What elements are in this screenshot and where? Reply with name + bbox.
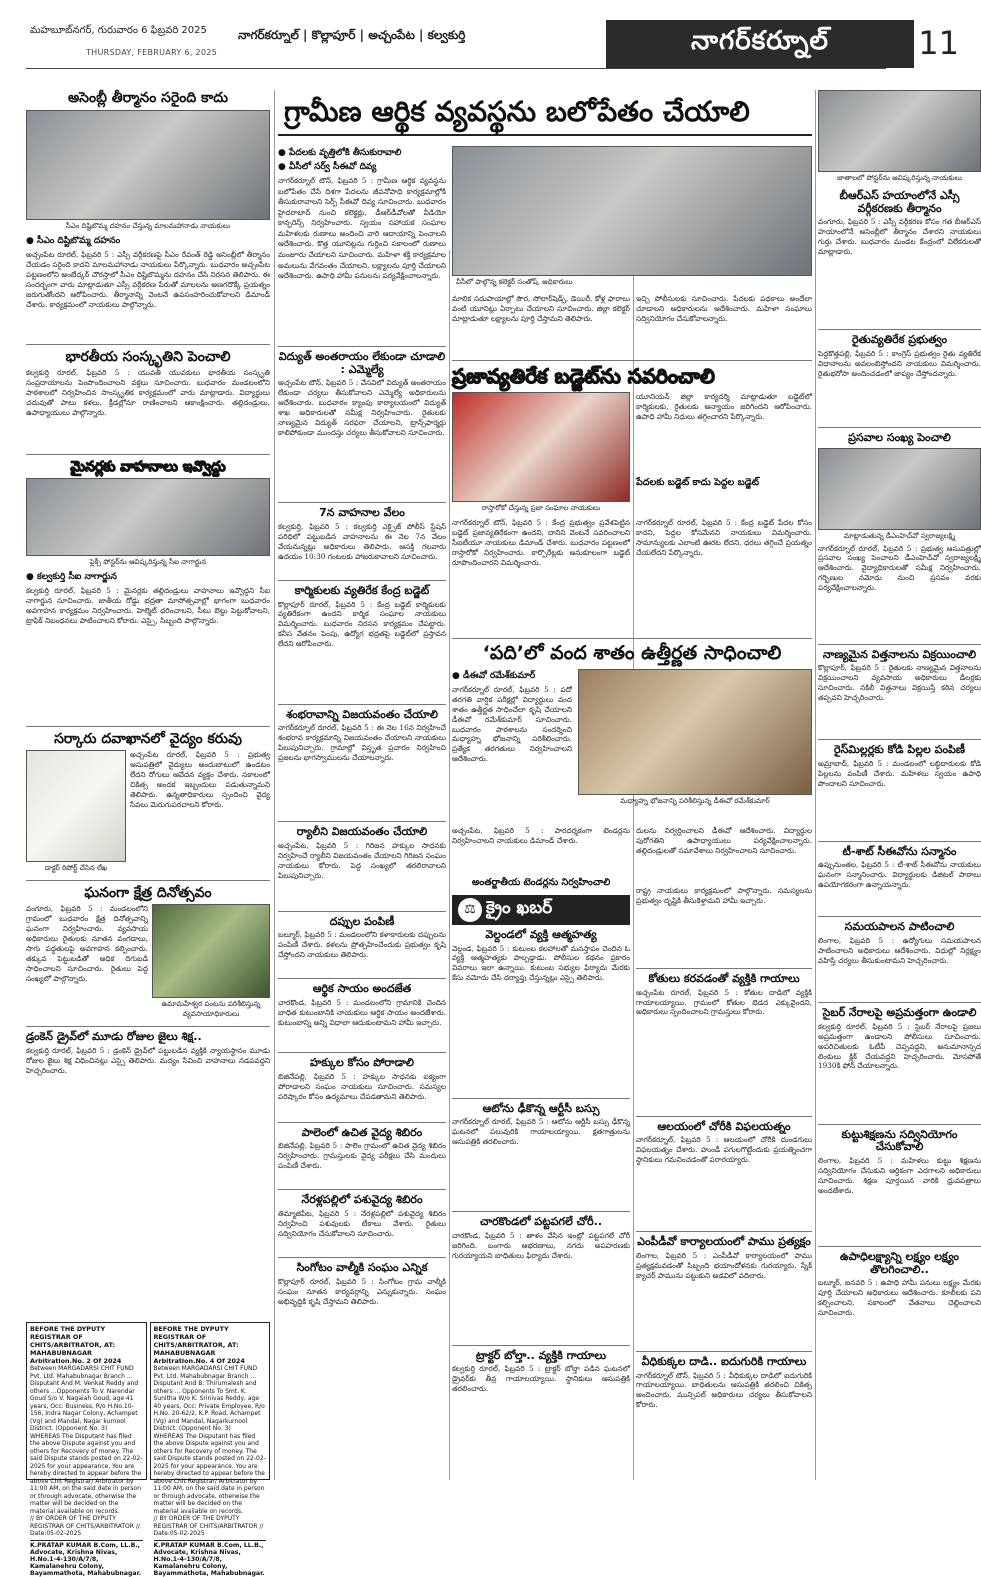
article-body: అచ్చంపేట రూరల్, ఫిబ్రవరి 5 : కోతుల దాడిలో వ్యక్తికి గాయాలయ్యాయి. గ్రామంలో కోతుల బెడద ఎక్కువైందని, అధికారులు స్పందించాలని గ్రామస్తులు కోరారు. [636,987,812,1017]
column-rule [815,90,816,1480]
article-headline: వీధికుక్కల దాడి.. ఐదుగురికి గాయాలు [641,1354,807,1368]
article-headline: వెల్దండలో వ్యక్తి ఆత్మహత్య [485,927,597,941]
column-4-lower [636,826,812,1480]
divider [818,841,981,842]
article-body: అమ్రాబాద్, ఫిబ్రవరి 5 : మండలంలో లబ్ధిదారులకు కోడి పిల్లలను పంపిణీ చేశారు. మహిళలు స్వయం ఉపాధి పొందాలని సూచించారు. [818,758,981,788]
divider [452,1211,630,1212]
issue-date-english: THURSDAY, FEBRUARY 6, 2025 [86,48,218,57]
article-headline: హక్కుల కోసం పోరాడాలి [309,1056,414,1070]
article-headline: ఉపాధిలక్ష్యాన్ని లక్ష్యం లక్ష్యం తొలగించాలి.. [839,1250,960,1276]
divider [278,821,446,822]
article-headline: భారతీయ సంస్కృతిని పెంచాలి [65,349,231,366]
divider [452,638,812,639]
article-body: నాగర్‌కర్నూల్ రూరల్, ఫిబ్రవరి 5 : పదో తరగతి వార్షిక పరీక్షల్లో విద్యార్థులు వంద శాతం ఉత్తీర్ణత సాధించేలా కృషి చేయాలని డీఈవో రమేశ్‌కుమార్ సూచించారు. బుధవారం పాఠశాలను సందర్శించి మధ్యాహ్న భోజనాన్ని పరిశీలించారు. ప్రత్యేక తరగతులు నిర్వహించాలని ఆదేశించారు. [452,684,572,764]
divider [818,1246,981,1247]
article-headline: నేరళ్లపల్లిలో పశువైద్య శిబిరం [301,1193,423,1207]
article-headline: పాలెంలో ఉచిత వైద్య శిబిరం [301,1125,423,1139]
column-rule [274,90,275,1480]
divider [278,346,446,347]
article-body: మాలిక సదుపాయాల్లో సౌర, సోలార్‌షెడ్స్, డెయిరీ, కోళ్ల ఫారాలు వంటి యూనిట్లు ఏర్పాటు చేయాలని సూచించారు. జిల్లా కలెక్టర్ మాట్లాడుతూ లక్ష్యాలను పూర్తి చేస్తామని తెలిపారు. [452,294,630,323]
issue-date: మహబూబ్‌నగర్, గురువారం 6 ఫిబ్రవరి 2025 [30,25,207,36]
article-headline: పేదలకు బడ్జెట్ కాదు పెద్దల బడ్జెట్ [636,477,760,488]
article-headline: రైతువ్యతిరేక ప్రభుత్వం [851,333,948,347]
article-body: కొల్లాపూర్ రూరల్, ఫిబ్రవరి 5 : సింగోటం గ్రామ వాల్మీకి సంఘం నూతన కార్యవర్గాన్ని ఎన్నుకున్నారు. సంఘం అభివృద్ధికి కృషి చేస్తామని తెలిపారు. [278,1276,446,1306]
divider [26,726,270,727]
article-headline: అంతర్జాతీయ టెండర్లను నిర్వహించాలి [471,877,611,888]
article-body: అచ్చంపేట రూరల్, ఫిబ్రవరి 5 : ఎస్సీ వర్గీకరణపై సీఎం రేవంత్ రెడ్డి అసెంబ్లీలో తీర్మానం చేయడం సరైంది కాదని మాలమహానాడు నాయకులు పేర్కొన్నారు. బుధవారం అచ్చంపేట పట్టణంలోని అంబేద్కర్ చౌరస్తాలో సీఎం దిష్టిబొమ్మను దహనం చేసి నిరసన తెలిపారు. ఈ సందర్భంగా వారు మాట్లాడుతూ ఎస్సీ వర్గీకరణ పేరుతో మాలలను అణగదొక్కే ప్రయత్నం జరుగుతోందని ఆరోపించారు. తీర్మానాన్ని వెంటనే ఉపసంహరించుకోవాలని డిమాండ్ చేశారు. కార్యక్రమంలో నాయకులు పాల్గొన్నారు. [26,250,270,309]
article-headline: ఆలయంలో చోరీకి విఫలయత్నం [657,1119,791,1133]
article-body: బల్మూర్, జనవరి 5 : ఉపాధి హామీ పనులు లక్ష్యం మేరకు పూర్తి చేయాలని అధికారులు ఆదేశించారు. కూలీలకు పని కల్పించాలని, సకాలంలో వేతనాలు చెల్లించాలని సూచించారు. [818,1278,981,1318]
article-body: కల్వకుర్తి, ఫిబ్రవరి 5 : కల్వకుర్తి ఎక్సైజ్ పోలీస్ స్టేషన్ పరిధిలో పట్టుబడిన వాహనాలను ఈ నెల 7న వేలం వేయనున్నట్లు అధికారులు తెలిపారు. ఆసక్తి గలవారు ఉదయం 10:30 గంటలకు హాజరుకావాలని సూచించారు. [278,521,446,561]
article-body: చారకొండ, ఫిబ్రవరి 5 : తాళం వేసిన ఇంట్లో పట్టపగలే చోరీ జరిగింది. బంగారు ఆభరణాలు, నగదు అపహరణకు గురయ్యాయని బాధితులు ఫిర్యాదు చేశారు. [452,1230,630,1260]
notice-advocate: K.PRATAP KUMAR B.Com, LL.B., Advocate, Krishna Nivas, H.No.1-4-130/A/7/8, Kamalanehru Colony, Bayammathota, Mahabubnagar. [30,1541,142,1577]
photo-caption: మాట్లాడుతున్న డీఎంహెచ్‌వో స్వరాజ్యలక్ష్మి [843,531,956,540]
article-headline: కార్మికులకు వ్యతిరేక కేంద్ర బడ్జెట్ [294,583,430,597]
divider [26,880,270,881]
divider [636,1231,812,1232]
column-3-lower [452,826,630,1480]
crime-section-title: క్రైం ఖబర్ [486,897,553,918]
divider [26,454,270,455]
divider [818,644,981,645]
article-headline: సైబర్ నేరాలపై అప్రమత్తంగా ఉండాలి [822,1006,977,1020]
doctor-letter-photo [26,750,126,862]
article-body: వంగూరు, ఫిబ్రవరి 5 : ఎస్సీ వర్గీకరణ కోసం గత బీఆర్‌ఎస్ హయాంలోనే అసెంబ్లీలో తీర్మానం చేశారని నాయకులు గుర్తు చేశారు. బుధవారం మండల కేంద్రంలో విలేకరులతో మాట్లాడారు. [818,217,981,257]
photo-caption: మధ్యాహ్న భోజనాన్ని పరిశీలిస్తున్న డీఈవో రమేశ్‌కుమార్ [620,796,770,805]
divider [452,360,812,361]
article-body: కల్వకుర్తి రూరల్, ఫిబ్రవరి 5 : ట్రాక్టర్ బోల్తా పడిన ఘటనలో డ్రైవర్‌కు తీవ్ర గాయాలయ్యాయి. స్థానికులు ఆసుపత్రికి తరలించారు. [452,1364,630,1394]
divider [26,344,270,345]
edition-list: నాగర్‌కర్నూల్ | కొల్లాపూర్ | అచ్చంపేట | కల్వకుర్తి [238,28,466,42]
article-body: నాగర్‌కర్నూల్ రూరల్, ఫిబ్రవరి 5 : ఈ నెల 16న నిర్వహించే శంభరావ కార్యక్రమాన్ని విజయవంతం చేయాలని నాయకులు పిలుపునిచ్చారు. గ్రామాల్లో విస్తృత ప్రచారం నిర్వహించి ప్రజలను భాగస్వాములను చేయాలన్నారు. [278,723,446,762]
divider [818,739,981,740]
article-kicker: ● కల్వకుర్తి సీఐ నాగార్జున [26,572,270,584]
article-body: నాగర్‌కర్నూల్ టౌన్, ఫిబ్రవరి 5 : కేంద్ర ప్రభుత్వం ప్రవేశపెట్టిన బడ్జెట్ ప్రజావ్యతిరేకంగా ఉందని, దానిని వెంటనే సవరించాలని సీఐటీయూ నాయకులు డిమాండ్ చేశారు. బుధవారం పట్టణంలో రాస్తారోకో నిర్వహించారు. కార్పొరేట్లకు అనుకూలంగా బడ్జెట్ రూపొందించారని విమర్శించారు. [452,518,630,567]
protest-photo [26,110,270,220]
divider [278,704,446,705]
article-headline: సింగోటం వాల్మీకి సంఘం ఎన్నిక [296,1261,428,1275]
masthead [26,20,981,78]
dmho-meeting-photo [818,448,981,530]
divider [452,1098,630,1099]
notice-order: // BY ORDER OF THE DYPUTY REGISTRAR OF CHITS/ARBITRATOR // Date:05-02-2025 [30,1515,140,1537]
article-kicker: ● సీఎం దిష్టిబొమ్మ దహనం [26,236,270,248]
article-body: బల్మూర్, ఫిబ్రవరి 5 : మండలంలోని కళాకారులకు దప్పులను పంపిణీ చేశారు. కళలను ప్రోత్సహించేందుకు ప్రభుత్వం కృషి చేస్తోందని నాయకులు తెలిపారు. [278,930,446,960]
divider [278,1122,446,1123]
article-body: దులను నిర్వర్తించాలని డీఈవో ఆదేశించారు. విద్యార్థుల పురోగతిని ఉపాధ్యాయులు పర్యవేక్షించాలన్నారు. తల్లిదండ్రులతో సమావేశాలు నిర్వహించాలని సూచించారు. [636,826,812,855]
article-body: లింగాల, ఫిబ్రవరి 5 : ఎంపీడీవో కార్యాలయంలో పాము ప్రత్యక్షమవడంతో సిబ్బంది భయాందోళనకు గురయ్యారు. స్నేక్ క్యాచర్ పామును పట్టుకుని అడవిలో వదిలారు. [636,1250,812,1280]
column-2 [278,146,446,1480]
divider [818,916,981,917]
divider [278,1189,446,1190]
article-headline: దప్పుల పంపిణీ [329,914,395,928]
divider [818,329,981,330]
divider [818,1124,981,1125]
notice-advocate: K.PRATAP KUMAR B.Com, LL.B., Advocate, Krishna Nivas, H.No.1-4-130/A/7/8, Kamalanehru Colony, Bayammathota, Mahabubnagar. [153,1541,265,1577]
notice-parties: Between MARGADARSI CHIT FUND Pvt. Ltd. Mahabubnagar Branch ... Disputant And M. Venkat Reddy and others ...Opponents To V. Narendar Goud S/o V. Nagaiah Goud, age 41 years, Occ: Business, R/o H.No.10-156, Indra Nagar Colony, Achampet (Vg) and Mandal, Nagar kurnool District. (Opponent No. 3) [30,1365,139,1432]
article-body: బిజినేపల్లి, ఫిబ్రవరి 5 : పాలెం గ్రామంలో ఉచిత వైద్య శిబిరం నిర్వహించారు. గ్రామస్తులకు వైద్య పరీక్షలు చేసి మందులు పంపిణీ చేశారు. [278,1141,446,1171]
article-body: రాష్ట్ర నాయకులు కార్యక్రమంలో పాల్గొన్నారు. సమస్యలను ప్రభుత్వం దృష్టికి తీసుకెళ్తామని హామీ ఇచ్చారు. [636,886,812,905]
video-conference-photo [452,146,812,276]
article-body: నాగర్‌కర్నూల్ రూరల్, ఫిబ్రవరి 5 : కేంద్ర బడ్జెట్ పేదల కోసం కాదని, పెద్దల కోసమేనని నాయకులు విమర్శించారు. సామాన్యులకు ఎలాంటి ఊరట లేదని, ధరలు తగ్గించే ప్రయత్నం చేయలేదని పేర్కొన్నారు. [636,518,812,557]
article-body: కల్వకుర్తి రూరల్, ఫిబ్రవరి 5 : యువతీ యువకులు భారతీయ సంస్కృతి సంప్రదాయాలను పెంపొందించాలని వక్తలు సూచించారు. బుధవారం మండలంలోని పాఠశాలలో నిర్వహించిన సాంస్కృతిక కార్యక్రమంలో వారు మాట్లాడారు. విద్యార్థులు చదువుతో పాటు కళలు, క్రీడల్లోనూ రాణించాలని ఆకాంక్షించారు. తల్లిదండ్రులు, ఉపాధ్యాయులు పాల్గొన్నారు. [26,368,270,417]
notice-text: WHEREAS The Disputant has filed the above Dispute against you and others for Recovery of money. The said Dispute stands posted on 22-02-2025 for your appearance. You are hereby directed to appear before the above Chit Registrar/ Arbitrator by 11:00 AM, on the said date in person or through advocate, otherwise the matter will be decided on the material available on records. [30,1432,143,1515]
article-kicker: ● వీసీలో సర్వ్ సీఈవో దివ్య [278,162,446,174]
divider [278,978,446,979]
divider [636,968,812,969]
article-headline: ట్రాక్టర్ బోల్తా.. వ్యక్తికి గాయాలు [475,1348,607,1362]
divider [278,1052,446,1053]
page-number: 11 [918,24,959,62]
article-headline: చారకొండలో పట్టపగలే చోరీ.. [479,1215,603,1229]
article-headline: విద్యుత్ అంతరాయం లేకుండా చూడాలి : ఎమ్మెల్యే [278,350,446,376]
article-body: నాగర్‌కర్నూల్ టౌన్, ఫిబ్రవరి 5 : వీధికుక్కల దాడిలో ఐదుగురికి గాయాలయ్యాయి. బాధితులను ఆసుపత్రికి తరలించి చికిత్స అందించారు. మున్సిపల్ అధికారులు చర్యలు తీసుకోవాలని కోరారు. [636,1370,812,1410]
article-headline: కుట్టుశిక్షణను సద్వినియోగం చేసుకోవాలి [841,1127,958,1154]
article-body: కొల్లాపూర్, ఫిబ్రవరి 5 : రైతులకు నాణ్యమైన విత్తనాలను విక్రయించాలని వ్యవసాయ అధికారులు డీలర్లకు సూచించారు. నకిలీ విత్తనాలు విక్రయిస్తే కఠిన చర్యలు తప్పవని హెచ్చరించారు. [818,663,981,702]
divider [818,427,981,428]
article-body: కల్వకుర్తి రూరల్, ఫిబ్రవరి 5 : మైనర్లకు తల్లిదండ్రులు వాహనాలు ఇవ్వొద్దని సీఐ నాగార్జున సూచించారు. జాతీయ రోడ్డు భద్రతా మాసోత్సవాల్లో భాగంగా బుధవారం అవగాహన కార్యక్రమం నిర్వహించారు. హెల్మెట్ ధరించాలని, సీటు బెల్టు పెట్టుకోవాలని, ట్రాఫిక్ నిబంధనలు పాటించాలని కోరారు. ఎస్సై, సిబ్బంది పాల్గొన్నారు. [26,586,270,626]
article-body: పెద్దకొత్తపల్లి, ఫిబ్రవరి 5 : కాంగ్రెస్ ప్రభుత్వం రైతు వ్యతిరేక విధానాలను అవలంబిస్తోందని నాయకులు విమర్శించారు. రైతుభరోసా అందించడంలో జాప్యం చేస్తోందన్నారు. [818,348,981,378]
budget-story [452,356,812,622]
article-kicker: ● పేదలకు వృత్తిలోకి తీసుకురావాలి [278,148,446,160]
article-headline: రైస్‌మిల్లర్లకు కోడి పిల్లల పంపిణీ [834,743,965,757]
masthead-rule [26,68,886,69]
article-body: కల్వకుర్తి రూరల్, ఫిబ్రవరి 5 : డ్రంకెన్ డ్రైవ్‌లో పట్టుబడిన వ్యక్తికి న్యాయస్థానం మూడు రోజుల జైలు శిక్ష విధించినట్లు ఎస్సై తెలిపారు. మద్యం సేవించి వాహనాలు నడపవద్దని హెచ్చరించారు. [26,1046,270,1075]
article-headline: బీఆర్‌ఎస్ హయాంలోనే ఎస్సీ వర్గీకరణకు తీర్మానం [839,189,960,215]
photo-caption: వీసీలో పాల్గొన్న కలెక్టర్ సంతోష్, అధికారులు [456,278,573,286]
article-body: నాగర్‌కర్నూల్, ఫిబ్రవరి 5 : ఆలయంలో చోరీకి దుండగులు విఫలయత్నం చేశారు. హుండీ పగులగొట్టేందుకు ప్రయత్నించగా స్థానికులు గమనించడంతో పరారయ్యారు. [636,1135,812,1165]
lead-headline: గ్రామీణ ఆర్థిక వ్యవస్థను బలోపేతం చేయాలి [284,95,750,128]
divider [278,1257,446,1258]
divider [818,1002,981,1003]
article-body: లింగాల, ఫిబ్రవరి 5 : ఉద్యోగులు సమయపాలన పాటించాలని అధికారులు ఆదేశించారు. విధుల్లో నిర్లక్ష్యం వహిస్తే చర్యలు తీసుకుంటామని హెచ్చరించారు. [818,936,981,965]
article-body: కల్వకుర్తి రూరల్, ఫిబ్రవరి 5 : సైబర్ నేరాలపై ప్రజలు అప్రమత్తంగా ఉండాలని పోలీసులు సూచించారు. అపరిచితులకు ఓటీపీ చెప్పవద్దని, అనుమానాస్పద లింకులు క్లిక్ చేయవద్దని హెచ్చరించారు. మోసపోతే 1930కి ఫోన్ చేయాలన్నారు. [818,1021,981,1071]
article-body: బిజినేపల్లి, ఫిబ్రవరి 5 : హక్కుల సాధనకు ఐక్యంగా పోరాడాలని సంఘం నాయకులు సూచించారు. సమస్యల పరిష్కారం కోసం ఉద్యమాలు చేపడతామని తెలిపారు. [278,1071,446,1101]
midday-meal-photo [578,669,812,795]
article-body: నాగర్‌కర్నూల్ రూరల్, ఫిబ్రవరి 5 : ప్రభుత్వ ఆసుపత్రుల్లో ప్రసవాల సంఖ్య పెంచాలని డీఎంహెచ్‌వో స్వరాజ్యలక్ష్మి ఆదేశించారు. వైద్యాధికారులతో సమీక్ష నిర్వహించారు. గర్భిణుల నమోదు నుంచి ప్రసవం వరకు పర్యవేక్షించాలన్నారు. [818,543,981,593]
article-headline: ఎంపీడీవో కార్యాలయంలో పాము ప్రత్యక్షం [637,1235,811,1249]
article-body: లింగాల, ఫిబ్రవరి 5 : మహిళలు కుట్టు శిక్షణను సద్వినియోగం చేసుకుని ఆర్థికంగా ఎదగాలని అధికారులు సూచించారు. శిక్షణ పూర్తయిన వారికి ధ్రువపత్రాలు అందజేశారు. [818,1156,981,1195]
article-body: చారకొండ, ఫిబ్రవరి 5 : మండలంలోని గ్రామానికి చెందిన బాధిత కుటుంబానికి నాయకులు ఆర్థిక సాయం అందజేశారు. కుటుంబాన్ని అన్ని విధాలా ఆదుకుంటామని హామీ ఇచ్చారు. [278,998,446,1027]
handcuffs-icon: ⚖ [458,898,482,922]
article-headline: ఆటోను ఢీకొన్న ఆర్టీసీ బస్సు [482,1101,600,1115]
poster-launch-photo [818,90,981,172]
divider [452,1345,630,1346]
article-body: అచ్చంపేట రూరల్, ఫిబ్రవరి 5 : ప్రభుత్వ ఆసుపత్రిలో వైద్యులు అందుబాటులో ఉండటం లేదని రోగులు ఆవేదన వ్యక్తం చేశారు. సకాలంలో చికిత్స అందక ఇబ్బందులు పడుతున్నామని తెలిపారు. ఉన్నతాధికారులు స్పందించి వైద్య సేవలు మెరుగుపరచాలని కోరారు. [130,750,270,809]
article-body: అచ్చంపేట, ఫిబ్రవరి 5 : గిరిజన హక్కుల సాధనకు నిర్వహించే ర్యాలీని విజయవంతం చేయాలని గిరిజన సంఘం నాయకులు కోరారు. పెద్ద సంఖ్యలో తరలిరావాలని పిలుపునిచ్చారు. [278,840,446,880]
article-headline: 7న వాహనాల వేలం [319,506,405,520]
column-4-top [636,294,812,354]
legal-notices [26,1322,270,1577]
article-body: అచ్చంపేట టౌన్, ఫిబ్రవరి 5 : వేసవిలో విద్యుత్ అంతరాయం లేకుండా చర్యలు తీసుకోవాలని ఎమ్మెల్యే అధికారులను ఆదేశించారు. బుధవారం క్యాంపు కార్యాలయంలో విద్యుత్ శాఖ అధికారులతో సమీక్ష నిర్వహించారు. రైతులకు నాణ్యమైన విద్యుత్ సరఫరా చేయాలని, ట్రాన్స్‌ఫార్మర్లు కాలిపోకుండా ముందస్తు చర్యలు తీసుకోవాలని సూచించారు. [278,378,446,437]
legal-notice [26,1322,147,1577]
column-5 [818,90,981,1480]
photo-caption: ఉమామహేశ్వర పంటను పరిశీలిస్తున్న వ్యవసాయాధికారులు [161,1000,261,1019]
article-body: నాగర్‌కర్నూల్ రూరల్, ఫిబ్రవరి 5 : ఆటోను ఆర్టీసీ బస్సు ఢీకొన్న ఘటనలో పలువురికి గాయాలయ్యాయి. క్షతగాత్రులను ఆసుపత్రికి తరలించారు. [452,1117,630,1147]
article-headline: శంభరావాన్ని విజయవంతం చేయాలి [286,707,438,721]
article-body: వంగూరు, ఫిబ్రవరి 5 : మండలంలోని గ్రామంలో బుధవారం క్షేత్ర దినోత్సవాన్ని ఘనంగా నిర్వహించారు. వ్యవసాయ అధికారులు రైతులకు నూతన వంగడాలు, సాగు పద్ధతులపై అవగాహన కల్పించారు. తక్కువ పెట్టుబడితో అధిక దిగుబడి సాధించాలని సూచించారు. రైతులు పెద్ద సంఖ్యలో పాల్గొన్నారు. [26,904,148,983]
section-banner: నాగర్‌కర్నూల్ [606,20,914,68]
article-body: ఇచ్చి పోలీసులకు సూచించారు. పేదలకు పథకాలు అందేలా చూడాలని అధికారులను ఆదేశించారు. మహిళా సంఘాలు సద్వినియోగం చేసుకోవాలన్నారు. [636,294,812,323]
article-kicker: ● డీఈవో రమేశ్‌కుమార్ [452,671,572,683]
lead-headline-banner [278,96,812,136]
photo-caption: జాతాలలో పోస్టర్‌ను ఆవిష్కరిస్తున్న నాయకులు [837,174,962,182]
article-body: అచ్చంపేట, ఫిబ్రవరి 5 : పారదర్శకంగా టెండర్లను నిర్వహించాలని నాయకులు డిమాండ్ చేశారు. [452,826,630,845]
divider [278,580,446,581]
article-headline: మైనర్లకు వాహనాలు ఇవ్వొద్దు [70,459,226,476]
notice-order: // BY ORDER OF THE DYPUTY REGISTRAR OF CHITS/ARBITRATOR // Date:05-02-2025 [153,1515,264,1537]
article-headline: ప్రసవాల సంఖ్య పెంచాలి [848,430,951,444]
notice-text: WHEREAS The Disputant has filed the above Dispute against you and others for Recovery of money. The said Dispute stands posted on 22-02-2025 for your appearance. You are hereby directed to appear before the above Chit Registrar/ Arbitrator by 11:00 AM, on the said date in person or through advocate, otherwise the matter will be decided on the material available on records. [153,1432,266,1515]
article-body: వెల్దండ, ఫిబ్రవరి 5 : కుటుంబ కలహాలతో మనస్తాపం చెందిన ఓ వ్యక్తి ఆత్మహత్యకు పాల్పడ్డాడు. పోలీసుల కథనం ప్రకారం వివరాలు ఇలా ఉన్నాయి. కుటుంబ సభ్యుల ఫిర్యాదు మేరకు కేసు నమోదు చేసి దర్యాప్తు చేస్తున్నట్లు ఎస్సై తెలిపారు. [452,943,630,983]
divider [636,1351,812,1352]
ssc-story [452,634,812,835]
article-body: తిమ్మాజిపేట, ఫిబ్రవరి 5 : నేరళ్లపల్లిలో పశువైద్య శిబిరం నిర్వహించి పశువులకు టీకాలు వేశారు. రైతులు సద్వినియోగం చేసుకోవాలని సూచించారు. [278,1209,446,1238]
article-headline: సర్కారు దవాఖానలో వైద్యం కరువు [54,731,242,748]
article-headline: నాణ్యమైన విత్తనాలను విక్రయించాలి [822,647,977,661]
article-headline: సమయపాలన పాటించాలి [844,920,955,934]
article-headline: డ్రంకెన్ డ్రైవ్‌లో మూడు రోజుల జైలు శిక్ష.. [26,1030,202,1044]
notice-title: BEFORE THE DYPUTY REGISTRAR OF CHITS/ARBITRATOR, AT: MAHABUBNAGAR Arbitration.No. 2 Of 2024 [30,1325,122,1365]
notice-parties: Between MARGADARSI CHIT FUND Pvt. Ltd. Mahabubnagar Branch ... Disputant And B. Thirumalesh and others ... Opponents To Smt. K. Sunitha W/o K. Srinivas Reddy, age 40 years, Occ: Private Employee, R/o H.No. 20-62/2, K.P. Road, Achampet (Vg) and Mandal, Nagarkurnool District. (Opponent No. 3) [153,1365,265,1432]
article-headline: ప్రజావ్యతిరేక బడ్జెట్‌ను సవరించాలి [452,364,715,388]
lead-article-body: నాగర్‌కర్నూల్ టౌన్, ఫిబ్రవరి 5 : గ్రామీణ ఆర్థిక వ్యవస్థను బలోపేతం చేసే దిశగా పేదలను జీవనోపాధి కార్యక్రమాల్లోకి తీసుకురావాలని సెర్ప్ సీఈవో దివ్య సూచించారు. బుధవారం హైదరాబాద్ నుంచి కలెక్టర్లు, డీఆర్‌డీవోలతో వీడియో కాన్ఫరెన్స్ నిర్వహించారు. స్వయం సహాయక సంఘాల మహిళలకు రుణాలు అందించి వారి ఆదాయాన్ని పెంచాలని ఆదేశించారు. కొత్త యూనిట్లను గుర్తించి సకాలంలో రుణాలు మంజూరు చేయాలని సూచించారు. మహిళా శక్తి కార్యక్రమాల అమలును వేగవంతం చేయాలని, లక్ష్యాలను పూర్తి చేయాలని ఆదేశించారు. ఉపాధి హామీ పనులను పర్యవేక్షించాలన్నారు. [278,176,446,281]
article-body: కొల్లాపూర్ రూరల్, ఫిబ్రవరి 5 : కేంద్ర బడ్జెట్ కార్మికులకు వ్యతిరేకంగా ఉందని కార్మిక సంఘాల నాయకులు విమర్శించారు. బుధవారం నిరసన కార్యక్రమం చేపట్టారు. కనీస వేతనం పెంపు, ఉద్యోగ భద్రతపై బడ్జెట్‌లో ప్రస్తావన లేదని ఆరోపించారు. [278,599,446,649]
article-headline: టీ-శాట్ సీఈవోను సన్మానం [842,844,957,858]
photo-caption: ఫ్లెక్సీ పోస్టర్‌ను ఆవిష్కరిస్తున్న సీఐ నాగార్జున [89,558,207,567]
photo-caption: సీఎం దిష్టిబొమ్మ దహనం చేస్తున్న మాలమహానాడు నాయకులు [65,222,231,231]
article-body: ఉప్పునుంతల, ఫిబ్రవరి 5 : టీ-శాట్ సీఈవోను నాయకులు ఘనంగా సన్మానించారు. విద్యార్థులకు డిజిటల్ పాఠాలు ఉపయోగకరంగా ఉన్నాయన్నారు. [818,860,981,890]
article-headline: ర్యాలీని విజయవంతం చేయాలి [296,825,428,839]
article-headline: కోతులు కరవడంతో వ్యక్తికి గాయాలు [648,972,800,985]
article-headline: ఘనంగా క్షేత్ర దినోత్సవం [84,885,212,902]
photo-caption: డాక్టర్ రిపోర్ట్ చేసిన లేఖ [44,864,108,873]
road-safety-photo [26,478,270,556]
column-1 [26,90,270,1480]
crime-section-header [452,895,630,925]
lead-photo-block [452,146,812,290]
citu-protest-photo [452,392,630,502]
article-body: యూనియన్ జిల్లా కార్యదర్శి మాట్లాడుతూ బడ్జెట్‌లో కార్మికులకు, రైతులకు అన్యాయం జరిగిందని ఆరోపించారు. ఉపాధి హామీ నిధులు తగ్గించారని పేర్కొన్నారు. [636,392,812,421]
divider [636,1116,812,1117]
field-day-photo [152,904,270,998]
divider [278,502,446,503]
divider [26,1026,270,1027]
divider [278,911,446,912]
column-rule [449,250,450,1480]
legal-notice [150,1322,271,1577]
notice-title: BEFORE THE DYPUTY REGISTRAR OF CHITS/ARBITRATOR, AT: MAHABUBNAGAR Arbitration.No. 4 Of 2024 [153,1325,245,1365]
article-headline: అసెంబ్లీ తీర్మానం సరైంది కాదు [67,90,229,106]
article-headline: ‘పది’లో వంద శాతం ఉత్తీర్ణత సాధించాలి [482,642,782,664]
photo-caption: రాస్తారోకో చేస్తున్న ప్రజా సంఘాల నాయకులు [481,504,601,512]
article-headline: ఆర్థిక సాయం అందజేత [312,982,412,996]
